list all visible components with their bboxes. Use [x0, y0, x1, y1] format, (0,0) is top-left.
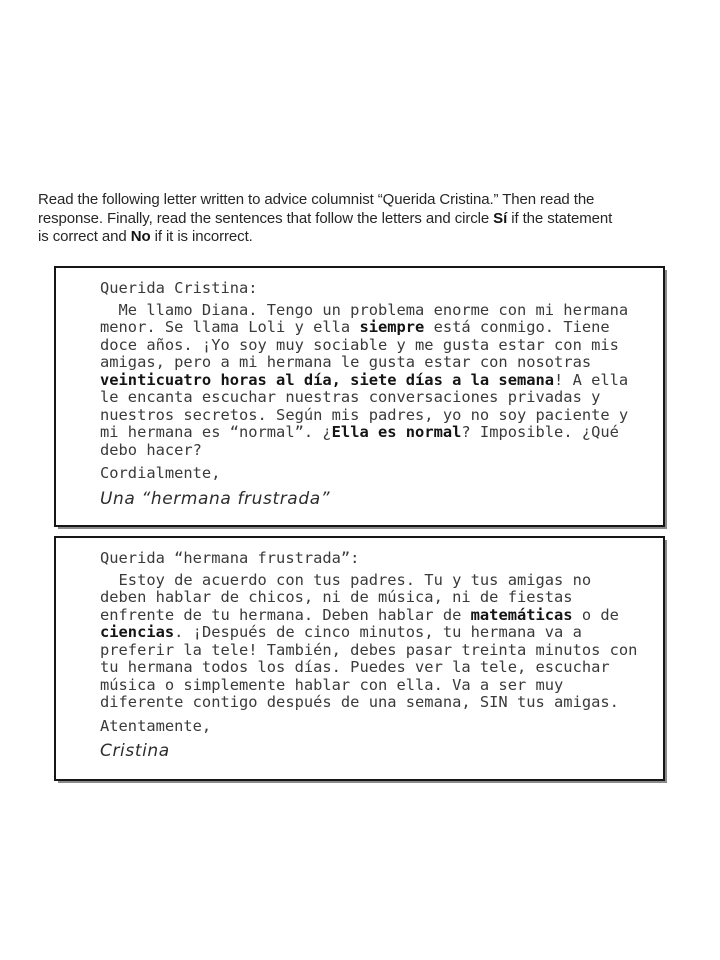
- text-line: [100, 337, 645, 355]
- text-line: [100, 677, 645, 695]
- text-segment: Estoy de acuerdo con tus padres. Tu y tus amigas no: [100, 570, 592, 589]
- text-line: [100, 319, 645, 337]
- letter-box-frustrated-sister: [54, 266, 665, 527]
- text-segment: if it is incorrect.: [150, 228, 253, 245]
- text-line: [100, 407, 645, 425]
- text-line: [100, 442, 645, 460]
- letter-closing: Atentamente,: [100, 716, 212, 735]
- text-line: [100, 642, 645, 660]
- text-segment: amigas, pero a mi hermana le gusta estar con nosotras: [100, 353, 592, 371]
- text-line: [100, 302, 645, 320]
- bold-text-segment: No: [130, 228, 151, 245]
- text-line: [100, 624, 645, 642]
- text-segment: mi hermana es “normal”. ¿: [100, 423, 332, 441]
- text-line: [100, 589, 645, 607]
- text-segment: ? Imposible. ¿Qué: [461, 423, 619, 441]
- text-segment: debo hacer?: [100, 440, 202, 459]
- letter-salutation: Querida Cristina:: [100, 279, 258, 297]
- letter-body: [100, 572, 645, 712]
- bold-text-segment: siempre: [359, 318, 425, 336]
- bold-text-segment: ciencias: [100, 623, 175, 641]
- text-segment: if the statement: [507, 209, 613, 227]
- text-line: [100, 694, 645, 712]
- text-segment: música o simplemente hablar con ella. Va a ser muy: [100, 675, 564, 694]
- letter-signature: Una “hermana frustrada”: [100, 488, 331, 509]
- text-segment: le encanta escuchar nuestras conversaciones privadas y: [100, 388, 601, 406]
- text-segment: o de: [572, 605, 619, 624]
- letter-body: [100, 302, 645, 460]
- text-segment: Me llamo Diana. Tengo un problema enorme con mi hermana: [100, 300, 629, 319]
- letter-salutation: Querida “hermana frustrada”:: [100, 549, 360, 567]
- text-line: [38, 191, 688, 210]
- text-line: [100, 389, 645, 407]
- bold-text-segment: Sí: [493, 209, 508, 227]
- text-segment: deben hablar de chicos, ni de música, ni de fiestas: [100, 588, 573, 606]
- letter-signature: Cristina: [100, 741, 170, 761]
- text-segment: . ¡Después de cinco minutos, tu hermana va a: [174, 623, 582, 641]
- text-line: [100, 607, 645, 625]
- text-line: [100, 354, 645, 372]
- text-segment: doce años. ¡Yo soy muy sociable y me gusta estar con mis: [100, 335, 619, 354]
- text-segment: nuestros secretos. Según mis padres, yo no soy paciente y: [100, 405, 629, 424]
- text-segment: is correct and: [38, 228, 131, 245]
- text-segment: Read the following letter written to advice columnist “Querida Cristina.” Then read the: [38, 191, 595, 208]
- text-line: [100, 659, 645, 677]
- bold-text-segment: matemáticas: [470, 605, 573, 624]
- text-segment: está conmigo. Tiene: [424, 318, 610, 336]
- text-segment: menor. Se llama Loli y ella: [100, 318, 360, 336]
- text-line: [100, 424, 645, 442]
- text-segment: tu hermana todos los días. Puedes ver la tele, escuchar: [100, 658, 610, 676]
- text-segment: enfrente de tu hermana. Deben hablar de: [100, 605, 471, 624]
- bold-text-segment: veinticuatro horas al día, siete días a la semana: [100, 370, 555, 389]
- letter-box-cristina-response: [54, 536, 665, 781]
- text-line: [38, 228, 688, 247]
- text-segment: response. Finally, read the sentences that follow the letters and circle: [38, 209, 494, 227]
- text-segment: preferir la tele! También, debes pasar treinta minutos con: [100, 640, 638, 659]
- text-segment: diferente contigo después de una semana, SIN tus amigas.: [100, 693, 619, 711]
- exercise-instructions: [38, 191, 688, 247]
- text-line: [100, 372, 645, 390]
- text-line: [38, 210, 688, 229]
- letter-closing: Cordialmente,: [100, 464, 221, 482]
- bold-text-segment: Ella es normal: [331, 423, 462, 441]
- text-segment: ! A ella: [554, 370, 629, 389]
- text-line: [100, 572, 645, 590]
